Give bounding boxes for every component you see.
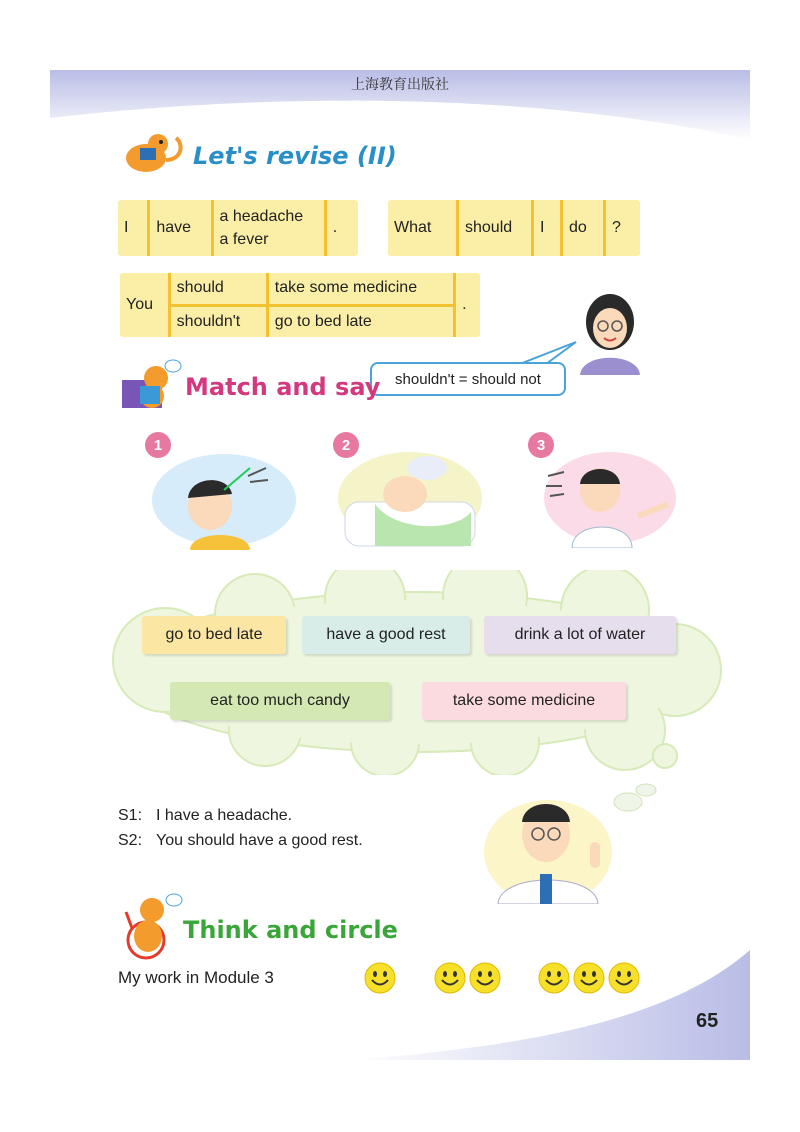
table-cell: ? — [603, 200, 640, 256]
table-cell: a headache — [219, 208, 304, 225]
sick-in-bed-icon — [335, 442, 485, 548]
phrase-card[interactable]: have a good rest — [302, 616, 470, 654]
table-cell: What — [394, 219, 432, 236]
table-cell: do — [560, 200, 603, 256]
table-cell: take some medicine — [274, 279, 418, 297]
phrase-card[interactable]: go to bed late — [142, 616, 286, 654]
phrase-card[interactable]: take some medicine — [422, 682, 626, 720]
page-number: 65 — [696, 1010, 719, 1032]
example-dialog — [118, 803, 363, 853]
toothache-icon — [528, 442, 678, 548]
footer-band — [50, 950, 750, 1060]
phrase-card[interactable]: eat too much candy — [170, 682, 390, 720]
picture-number: 1 — [145, 432, 171, 458]
grammar-table-should — [120, 273, 480, 337]
table-cell: You — [126, 296, 153, 313]
boy-headache-icon — [150, 450, 298, 550]
doctor-icon — [478, 782, 658, 904]
phrase-card[interactable]: drink a lot of water — [484, 616, 676, 654]
table-cell: go to bed late — [269, 304, 453, 338]
grammar-table-question — [388, 200, 640, 256]
table-cell: a fever — [219, 231, 269, 248]
phrase-cloud — [105, 570, 725, 775]
table-cell: shouldn't — [171, 304, 266, 338]
table-cell: I — [124, 219, 129, 236]
section-title-lets-revise: Let's revise (II) — [193, 142, 397, 170]
textbook-page — [50, 70, 750, 1060]
self-assessment-prompt: My work in Module 3 — [118, 968, 274, 987]
picture-number: 2 — [333, 432, 359, 458]
cat-with-book-icon — [118, 130, 190, 180]
dialog-line: S2: You should have a good rest. — [118, 832, 363, 849]
section-title-think-and-circle: Think and circle — [183, 916, 398, 944]
table-cell-stack — [211, 200, 324, 256]
dialog-line: S1: I have a headache. — [118, 807, 293, 824]
publisher-name: 上海教育出版社 — [351, 77, 449, 93]
cat-with-board-icon — [118, 358, 182, 412]
table-cell: . — [453, 273, 480, 337]
table-cell: . — [324, 200, 358, 256]
picture-number: 3 — [528, 432, 554, 458]
section-title-match-and-say: Match and say — [185, 373, 381, 401]
table-cell: should — [456, 200, 531, 256]
teacher-icon — [570, 280, 650, 375]
speech-bubble: shouldn't = should not — [370, 362, 566, 396]
table-cell: have — [147, 200, 210, 256]
table-cell: I — [531, 200, 560, 256]
grammar-table-have — [118, 200, 358, 256]
table-cell: should — [176, 279, 224, 297]
